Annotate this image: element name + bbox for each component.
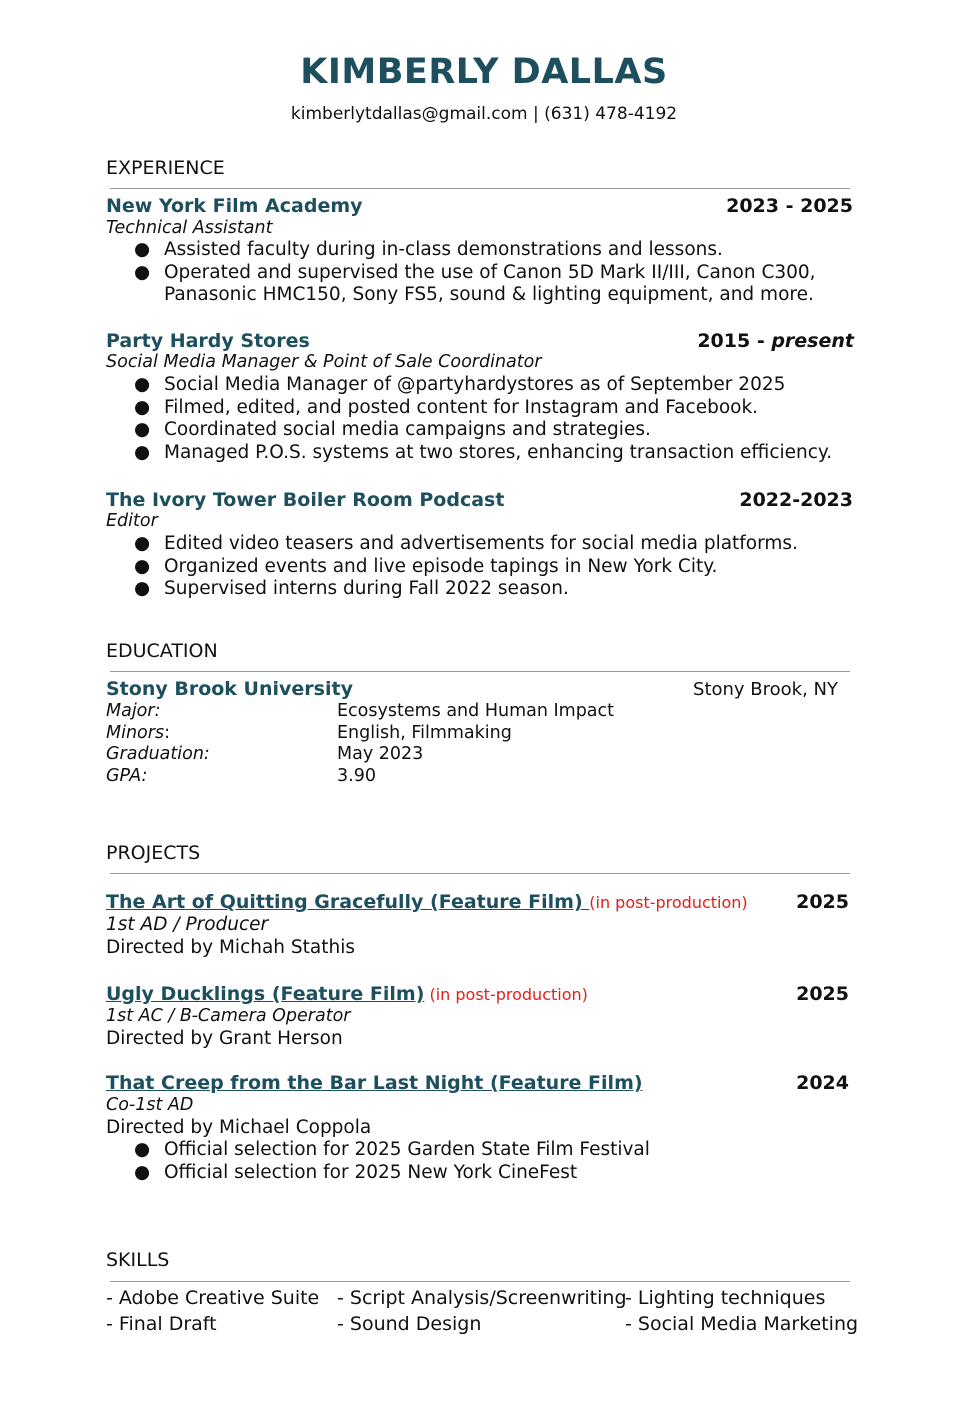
project-status-note: (in post-production) xyxy=(589,893,748,912)
list-item: ● Official selection for 2025 New York CineFest xyxy=(134,1161,578,1183)
job-bullets xyxy=(134,374,832,464)
project-title-link[interactable]: That Creep from the Bar Last Night (Feature Film) xyxy=(106,1072,643,1094)
skill-item: - Adobe Creative Suite xyxy=(106,1287,320,1309)
project-heading xyxy=(106,891,748,913)
project-role: Co-1st AD xyxy=(106,1095,194,1115)
skill-item: - Lighting techniques xyxy=(625,1287,826,1309)
skill-item: - Script Analysis/Screenwriting xyxy=(337,1287,627,1309)
project-heading xyxy=(106,983,588,1005)
skill-item: - Final Draft xyxy=(106,1313,217,1335)
project-director: Directed by Grant Herson xyxy=(106,1028,343,1049)
project-role: 1st AC / B-Camera Operator xyxy=(106,1006,351,1026)
skill-item: - Sound Design xyxy=(337,1313,482,1335)
list-item: ● Coordinated social media campaigns and strategies. xyxy=(134,419,651,440)
list-item: ● Organized events and live episode tapings in New York City. xyxy=(134,555,718,577)
project-title-link[interactable]: Ugly Ducklings (Feature Film) xyxy=(106,983,425,1005)
project-status-note: (in post-production) xyxy=(429,985,588,1004)
project-director: Directed by Michah Stathis xyxy=(106,937,356,958)
list-item: ● Edited video teasers and advertisements for social media platforms. xyxy=(134,533,798,554)
list-item: ● Filmed, edited, and posted content for Instagram and Facebook. xyxy=(134,396,759,418)
project-year: 2025 xyxy=(796,983,849,1005)
bullet-icon: ● xyxy=(134,441,151,463)
phone-number: (631) 478-4192 xyxy=(544,104,678,124)
school-location: Stony Brook, NY xyxy=(693,679,838,700)
bullet-icon: ● xyxy=(134,396,151,418)
project-bullets xyxy=(134,1139,650,1184)
bullet-icon: ● xyxy=(134,1161,151,1183)
list-item: ● Supervised interns during Fall 2022 season. xyxy=(134,578,569,599)
section-divider xyxy=(110,1281,850,1282)
job-org: Party Hardy Stores xyxy=(106,330,310,352)
section-divider xyxy=(110,671,850,672)
bullet-icon: ● xyxy=(134,419,151,440)
edu-label: Major: xyxy=(106,701,161,721)
project-title-link[interactable]: The Art of Quitting Gracefully (Feature Film) xyxy=(106,891,590,913)
bullet-icon: ● xyxy=(134,374,151,395)
job-dates: 2022-2023 xyxy=(739,489,853,511)
bullet-icon: ● xyxy=(134,578,151,599)
job-role: Social Media Manager & Point of Sale Coordinator xyxy=(106,352,542,372)
list-item: ● Managed P.O.S. systems at two stores, enhancing transaction efficiency. xyxy=(134,441,833,463)
list-item: ● Operated and supervised the use of Canon 5D Mark II/III, Canon C300, xyxy=(134,261,816,283)
project-year: 2025 xyxy=(796,891,849,913)
email-link[interactable]: kimberlytdallas@gmail.com xyxy=(290,104,528,124)
list-item: ● Official selection for 2025 Garden State Film Festival xyxy=(134,1139,650,1160)
edu-value: Ecosystems and Human Impact xyxy=(337,701,615,721)
section-divider xyxy=(110,188,850,189)
edu-label: Minors: xyxy=(106,723,170,743)
bullet-icon: ● xyxy=(134,239,151,260)
edu-label: GPA: xyxy=(106,766,148,786)
school-name: Stony Brook University xyxy=(106,678,353,700)
project-year: 2024 xyxy=(796,1072,849,1094)
section-heading-projects: PROJECTS xyxy=(106,842,201,864)
list-item: ● Assisted faculty during in-class demonstrations and lessons. xyxy=(134,239,723,260)
edu-label: Graduation: xyxy=(106,744,210,764)
list-item-continuation: Panasonic HMC150, Sony FS5, sound & lighting equipment, and more. xyxy=(164,284,814,305)
candidate-name: KIMBERLY DALLAS xyxy=(300,52,668,92)
project-role: 1st AD / Producer xyxy=(106,914,269,935)
job-org: The Ivory Tower Boiler Room Podcast xyxy=(106,489,505,511)
bullet-icon: ● xyxy=(134,533,151,554)
job-bullets xyxy=(134,533,798,601)
bullet-icon: ● xyxy=(134,555,151,577)
edu-value: May 2023 xyxy=(337,744,424,764)
section-heading-experience: EXPERIENCE xyxy=(106,157,225,179)
job-dates: 2023 - 2025 xyxy=(726,195,853,217)
edu-value: English, Filmmaking xyxy=(337,723,512,743)
edu-value: 3.90 xyxy=(337,766,376,786)
project-director: Directed by Michael Coppola xyxy=(106,1117,372,1138)
job-bullets xyxy=(134,239,816,307)
list-item: ● Social Media Manager of @partyhardystores as of September 2025 xyxy=(134,374,786,395)
contact-separator: | xyxy=(532,104,539,124)
skill-item: - Social Media Marketing xyxy=(625,1313,859,1335)
section-heading-skills: SKILLS xyxy=(106,1249,170,1271)
section-heading-education: EDUCATION xyxy=(106,640,218,662)
job-role: Technical Assistant xyxy=(106,218,273,238)
bullet-icon: ● xyxy=(134,1139,151,1160)
bullet-icon: ● xyxy=(134,261,151,283)
job-org: New York Film Academy xyxy=(106,195,363,217)
job-role: Editor xyxy=(106,511,158,531)
project-heading xyxy=(106,1072,643,1094)
contact-line xyxy=(0,104,968,124)
section-divider xyxy=(110,873,850,874)
job-dates: 2015 - present xyxy=(697,330,854,352)
